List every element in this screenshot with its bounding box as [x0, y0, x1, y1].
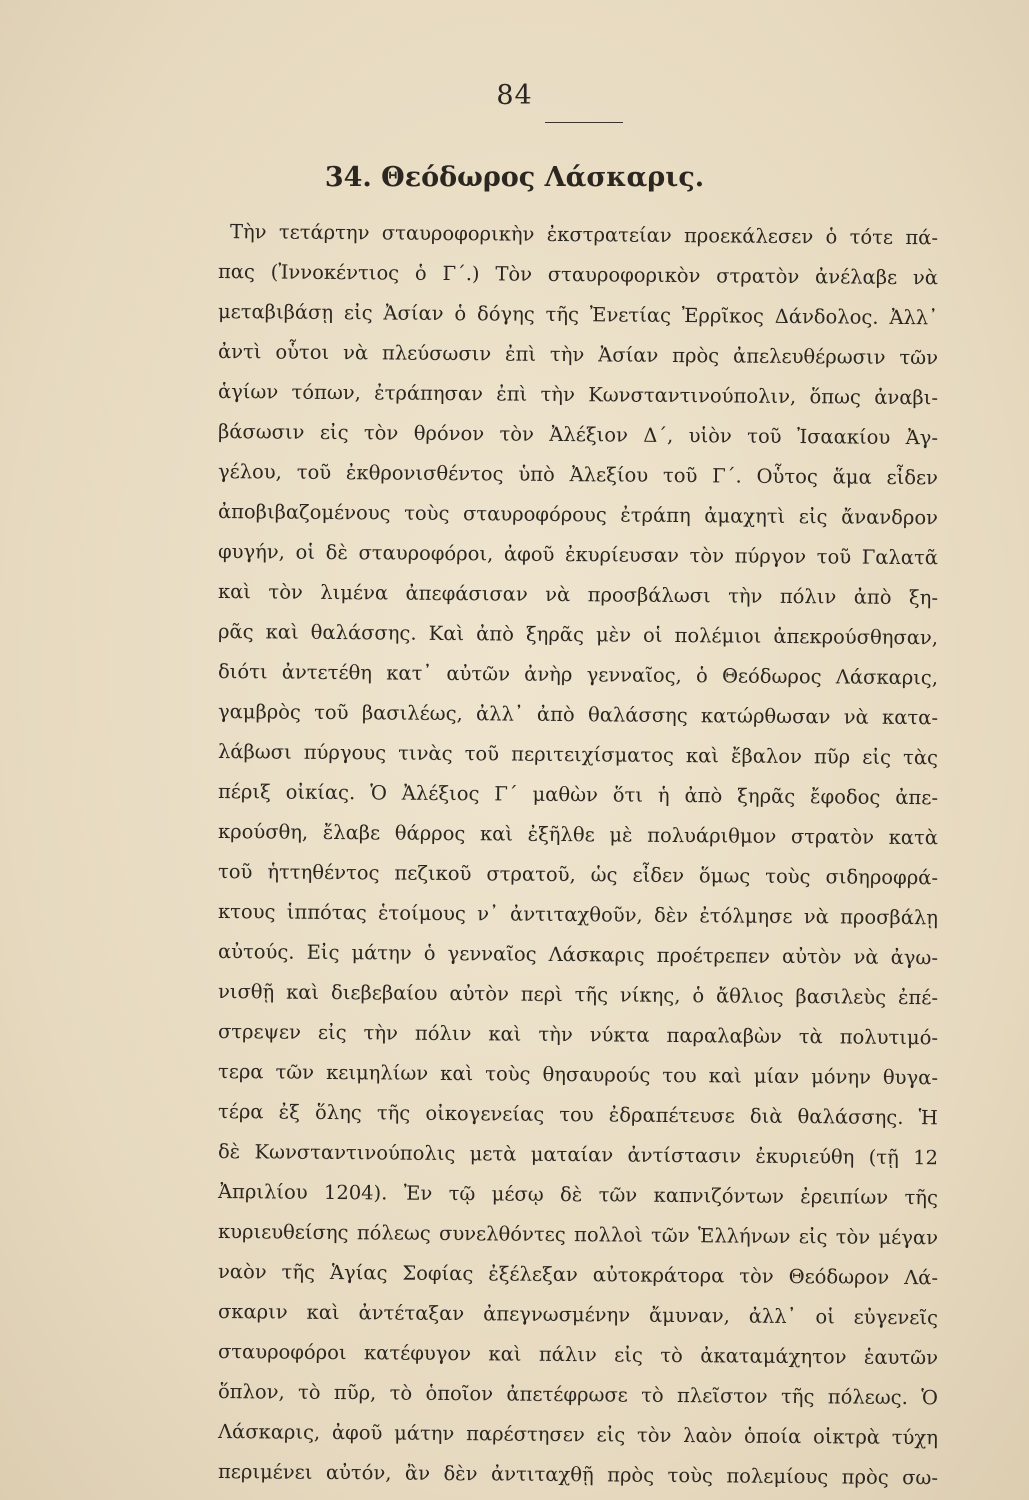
text-line: σταυροφόροι κατέφυγον καὶ πάλιν εἰς τὸ ἀκαταμάχητον ἑαυτῶν — [217, 1340, 939, 1370]
text-line: πας (Ἰννοκέντιος ὁ Γ΄.) Τὸν σταυροφορικὸν στρατὸν ἀνέλαβε νὰ — [217, 260, 939, 290]
text-line: περιμένει αὐτόν, ἂν δὲν ἀντιταχθῇ πρὸς τοὺς πολεμίους πρὸς σω- — [217, 1460, 939, 1490]
text-line: ἀποβιβαζομένους τοὺς σταυροφόρους ἐτράπη ἀμαχητὶ εἰς ἄνανδρον — [217, 500, 939, 530]
text-line: τοῦ ἡττηθέντος πεζικοῦ στρατοῦ, ὡς εἶδεν ὅμως τοὺς σιδηροφρά- — [217, 860, 939, 890]
text-line: κρούσθη, ἔλαβε θάρρος καὶ ἐξῆλθε μὲ πολυάριθμον στρατὸν κατὰ — [217, 820, 939, 850]
text-line: δὲ Κωνσταντινούπολις μετὰ ματαίαν ἀντίστασιν ἐκυριεύθη (τῇ 12 — [217, 1140, 939, 1170]
text-body — [218, 212, 938, 1492]
text-line: φυγήν, οἱ δὲ σταυροφόροι, ἀφοῦ ἐκυρίευσαν τὸν πύργον τοῦ Γαλατᾶ — [217, 540, 939, 570]
text-line: ἀντὶ οὗτοι νὰ πλεύσωσιν ἐπὶ τὴν Ἀσίαν πρὸς ἀπελευθέρωσιν τῶν — [217, 340, 939, 370]
page-number: 84 — [496, 80, 533, 111]
text-line: μεταβιβάσῃ εἰς Ἀσίαν ὁ δόγης τῆς Ἐνετίας Ἐρρῖκος Δάνδολος. Ἀλλ᾿ — [217, 300, 939, 330]
text-line: τερα τῶν κειμηλίων καὶ τοὺς θησαυρούς του καὶ μίαν μόνην θυγα- — [217, 1060, 939, 1090]
chapter-heading: 34. Θεόδωρος Λάσκαρις. — [324, 162, 705, 193]
text-line: ἁγίων τόπων, ἐτράπησαν ἐπὶ τὴν Κωνσταντινούπολιν, ὅπως ἀναβι- — [217, 380, 939, 410]
text-line: νισθῇ καὶ διεβεβαίου αὐτὸν περὶ τῆς νίκης, ὁ ἄθλιος βασιλεὺς ἐπέ- — [217, 980, 939, 1010]
page-number-rule — [545, 122, 623, 123]
text-line: τέρα ἐξ ὅλης τῆς οἰκογενείας του ἐδραπέτευσε διὰ θαλάσσης. Ἡ — [217, 1100, 939, 1130]
text-line: γέλου, τοῦ ἐκθρονισθέντος ὑπὸ Ἀλεξίου τοῦ Γ΄. Οὗτος ἅμα εἶδεν — [217, 460, 939, 490]
text-line: σκαριν καὶ ἀντέταξαν ἀπεγνωσμένην ἄμυναν, ἀλλ᾿ οἱ εὐγενεῖς — [217, 1300, 939, 1330]
text-line: ρᾶς καὶ θαλάσσης. Καὶ ἀπὸ ξηρᾶς μὲν οἱ πολέμιοι ἀπεκρούσθησαν, — [217, 620, 939, 650]
text-line: Λάσκαρις, ἀφοῦ μάτην παρέστησεν εἰς τὸν λαὸν ὁποία οἰκτρὰ τύχη — [217, 1420, 939, 1450]
text-line: Τὴν τετάρτην σταυροφορικὴν ἐκστρατείαν προεκάλεσεν ὁ τότε πά- — [229, 220, 939, 250]
text-line: καὶ τὸν λιμένα ἀπεφάσισαν νὰ προσβάλωσι τὴν πόλιν ἀπὸ ξη- — [217, 580, 939, 610]
text-line: ὅπλον, τὸ πῦρ, τὸ ὁποῖον ἀπετέφρωσε τὸ πλεῖστον τῆς πόλεως. Ὁ — [217, 1380, 939, 1410]
text-line: Ἀπριλίου 1204). Ἐν τῷ μέσῳ δὲ τῶν καπνιζόντων ἐρειπίων τῆς — [217, 1180, 939, 1210]
text-line: αὐτούς. Εἰς μάτην ὁ γενναῖος Λάσκαρις προέτρεπεν αὐτὸν νὰ ἀγω- — [217, 940, 939, 970]
text-line: κτους ἱππότας ἑτοίμους ν᾿ ἀντιταχθοῦν, δὲν ἐτόλμησε νὰ προσβάλῃ — [217, 900, 939, 930]
text-line: διότι ἀντετέθη κατ᾿ αὐτῶν ἀνὴρ γενναῖος, ὁ Θεόδωρος Λάσκαρις, — [217, 660, 939, 690]
text-line: κυριευθείσης πόλεως συνελθόντες πολλοὶ τῶν Ἑλλήνων εἰς τὸν μέγαν — [217, 1220, 939, 1250]
text-line: λάβωσι πύργους τινὰς τοῦ περιτειχίσματος καὶ ἔβαλον πῦρ εἰς τὰς — [217, 740, 939, 770]
text-line: στρεψεν εἰς τὴν πόλιν καὶ τὴν νύκτα παραλαβὼν τὰ πολυτιμό- — [217, 1020, 939, 1050]
text-line: βάσωσιν εἰς τὸν θρόνον τὸν Ἀλέξιον Δ΄, υἱὸν τοῦ Ἰσαακίου Ἀγ- — [217, 420, 939, 450]
text-line: ναὸν τῆς Ἁγίας Σοφίας ἐξέλεξαν αὐτοκράτορα τὸν Θεόδωρον Λά- — [217, 1260, 939, 1290]
text-line: πέριξ οἰκίας. Ὁ Ἀλέξιος Γ΄ μαθὼν ὅτι ἡ ἀπὸ ξηρᾶς ἔφοδος ἀπε- — [217, 780, 939, 810]
text-line: γαμβρὸς τοῦ βασιλέως, ἀλλ᾿ ἀπὸ θαλάσσης κατώρθωσαν νὰ κατα- — [217, 700, 939, 730]
